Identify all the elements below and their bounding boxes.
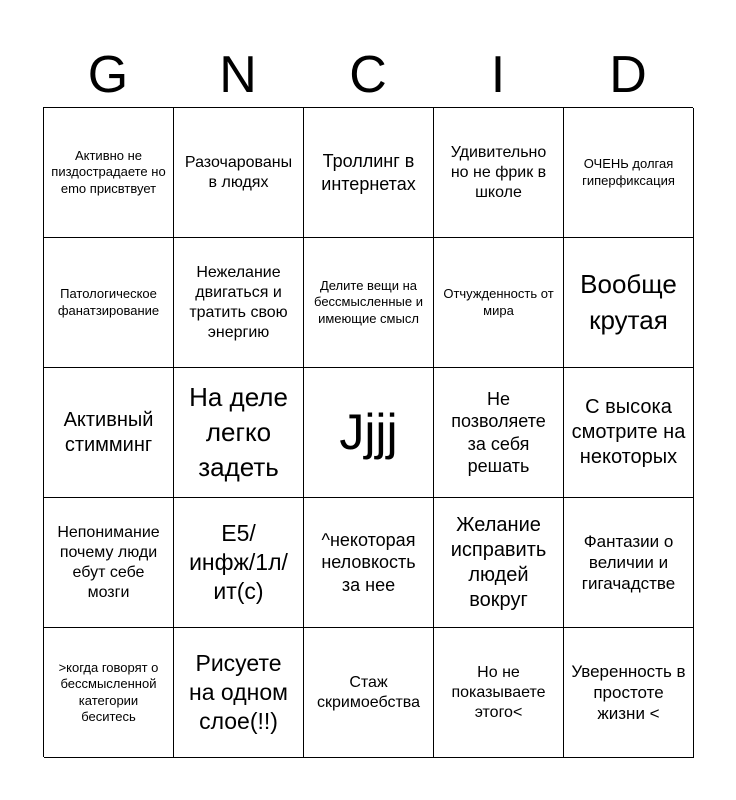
bingo-cell[interactable] xyxy=(434,368,564,498)
cell-text: Непонимание почему люди ебут себе мозги xyxy=(57,523,160,601)
cell-text: ^некоторая неловкость за нее xyxy=(321,529,416,595)
bingo-board xyxy=(43,107,693,757)
cell-text: Вообще крутая xyxy=(580,269,677,335)
cell-text: Уверенность в простоте жизни < xyxy=(571,661,686,724)
cell-text: Разочарованы в людях xyxy=(184,153,293,191)
cell-text: Отчужденность от мира xyxy=(443,286,554,318)
bingo-cell[interactable] xyxy=(304,498,434,628)
bingo-cell[interactable] xyxy=(434,108,564,238)
header-letter-c: C xyxy=(349,46,387,104)
bingo-cell[interactable] xyxy=(564,498,694,628)
bingo-cell[interactable] xyxy=(304,238,434,368)
cell-text: Фантазии о величии и гигачадстве xyxy=(581,531,676,594)
cell-text: Jjjj xyxy=(339,404,398,461)
bingo-cell[interactable] xyxy=(174,628,304,758)
bingo-cell-free[interactable] xyxy=(304,368,434,498)
header-letter-g: G xyxy=(87,46,129,104)
header-letter-i: I xyxy=(490,46,506,104)
bingo-cell[interactable] xyxy=(434,628,564,758)
cell-text: Троллинг в интернетах xyxy=(321,151,416,194)
bingo-cell[interactable] xyxy=(434,498,564,628)
bingo-cell[interactable] xyxy=(304,108,434,238)
bingo-cell[interactable] xyxy=(304,628,434,758)
bingo-cell[interactable] xyxy=(44,238,174,368)
bingo-cell[interactable] xyxy=(564,238,694,368)
bingo-cell[interactable] xyxy=(44,498,174,628)
cell-text: Делите вещи на бессмысленные и имеющие смысл xyxy=(314,278,423,326)
cell-text: Не позволяете за себя решать xyxy=(451,388,546,476)
bingo-cell[interactable] xyxy=(564,108,694,238)
cell-text: Удивительно но не фрик в школе xyxy=(450,143,547,201)
bingo-cell[interactable] xyxy=(44,628,174,758)
cell-text: ОЧЕНЬ долгая гиперфиксация xyxy=(582,156,675,188)
header-letter-n: N xyxy=(219,46,257,104)
cell-text: Нежелание двигаться и тратить свою энергию xyxy=(189,263,288,341)
cell-text: Активно не пиздострадаете но emo присвтвует xyxy=(51,148,166,196)
cell-text: E5/ инфж/1л/ ит(с) xyxy=(189,520,288,604)
cell-text: С высока смотрите на некоторых xyxy=(571,396,686,468)
bingo-cell[interactable] xyxy=(44,108,174,238)
bingo-header xyxy=(43,44,693,106)
bingo-cell[interactable] xyxy=(174,238,304,368)
bingo-cell[interactable] xyxy=(174,108,304,238)
bingo-cell[interactable] xyxy=(174,368,304,498)
cell-text: На деле легко задеть xyxy=(189,381,288,483)
cell-text: >когда говорят о бессмысленной категории беситесь xyxy=(58,660,159,724)
cell-text: Стаж скримоебства xyxy=(317,673,420,711)
cell-text: Желание исправить людей вокруг xyxy=(450,513,547,611)
bingo-cell[interactable] xyxy=(564,628,694,758)
header-letter-d: D xyxy=(609,46,647,104)
bingo-cell[interactable] xyxy=(564,368,694,498)
cell-text: Рисуете на одном слое(!!) xyxy=(189,650,288,734)
bingo-cell[interactable] xyxy=(174,498,304,628)
cell-text: Активный стимминг xyxy=(63,408,154,456)
bingo-cell[interactable] xyxy=(434,238,564,368)
bingo-cell[interactable] xyxy=(44,368,174,498)
cell-text: Патологическое фанатзирование xyxy=(57,286,160,318)
cell-text: Но не показываете этого< xyxy=(451,663,546,721)
